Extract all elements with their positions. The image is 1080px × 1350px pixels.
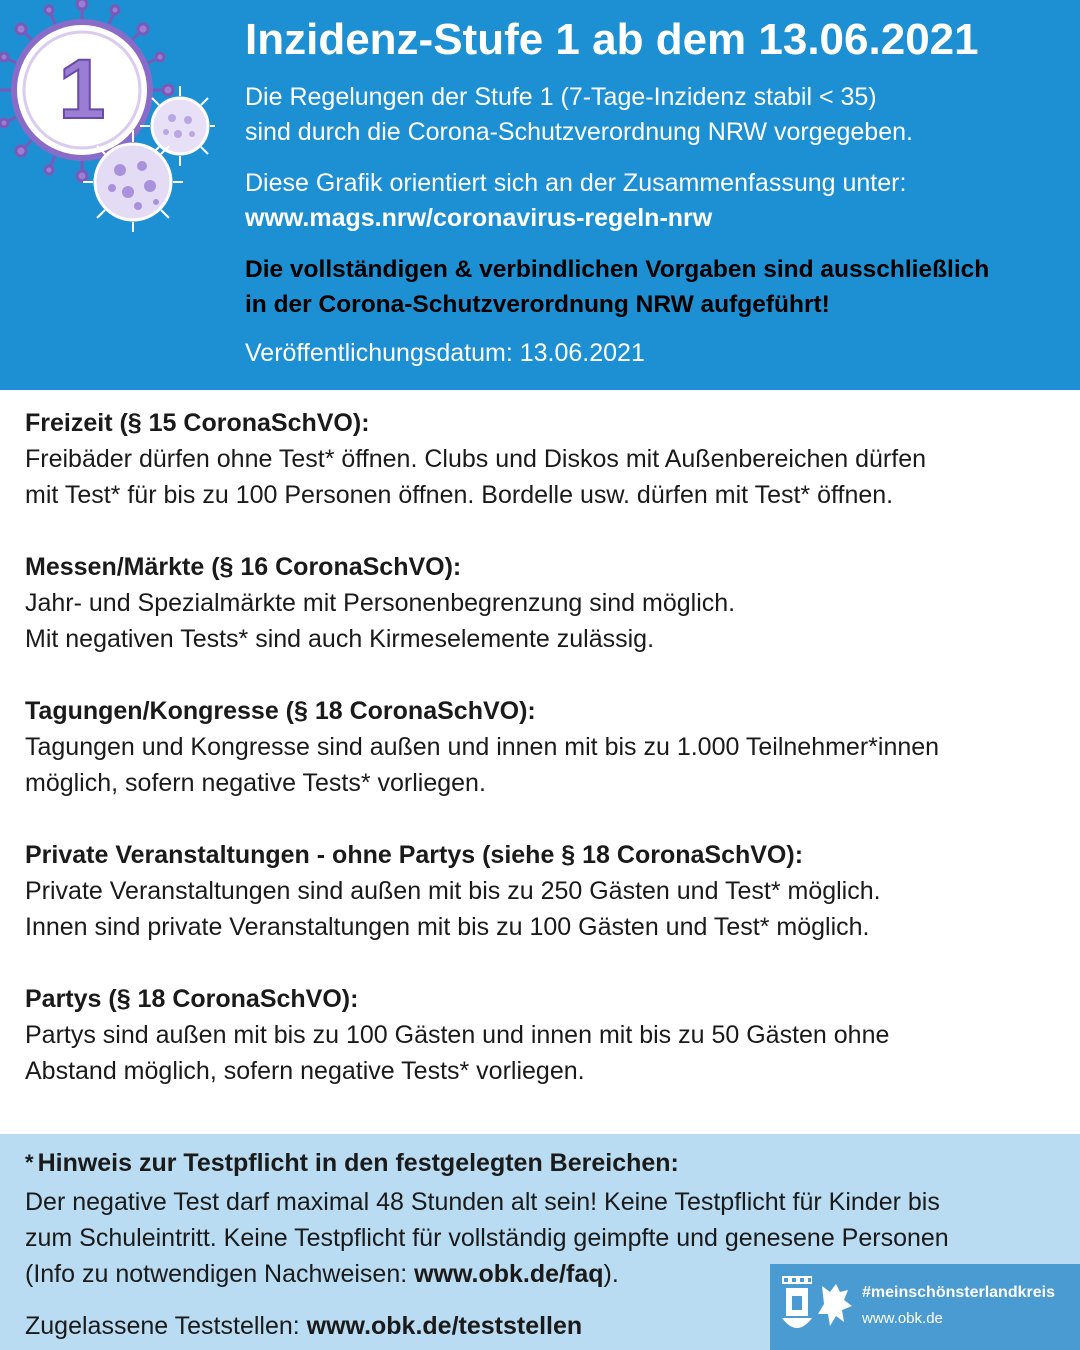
source-text	[245, 166, 1070, 236]
source-link[interactable]: www.mags.nrw/coronavirus-regeln-nrw	[245, 204, 713, 232]
section-heading: Freizeit (§ 15 CoronaSchVO):	[25, 409, 370, 437]
warning-line-1: Die vollständigen & verbindlichen Vorgaben sind ausschließlich	[245, 256, 990, 283]
warning-line-2: in der Corona-Schutzverordnung NRW aufgeführt!	[245, 291, 830, 318]
section-heading: Messen/Märkte (§ 16 CoronaSchVO):	[25, 553, 462, 581]
section-line: Freibäder dürfen ohne Test* öffnen. Clubs und Diskos mit Außenbereichen dürfen	[25, 445, 927, 473]
note-line-3-prefix: (Info zu notwendigen Nachweisen:	[25, 1260, 415, 1288]
section-heading: Private Veranstaltungen - ohne Partys (siehe § 18 CoronaSchVO):	[25, 841, 804, 869]
logo-url[interactable]: www.obk.de	[862, 1310, 943, 1327]
section-line: Jahr- und Spezialmärkte mit Personenbegrenzung sind möglich.	[25, 589, 736, 617]
section-heading: Partys (§ 18 CoronaSchVO):	[25, 985, 359, 1013]
logo-hashtag: #meinschönsterlandkreis	[862, 1284, 1055, 1301]
asterisk-marker: *	[25, 1150, 34, 1175]
intro-text	[245, 80, 1070, 150]
page-title: Inzidenz-Stufe 1 ab dem 13.06.2021	[245, 15, 979, 64]
section-line: Tagungen und Kongresse sind außen und innen mit bis zu 1.000 Teilnehmer*innen	[25, 733, 940, 761]
section-line: Innen sind private Veranstaltungen mit bis zu 100 Gästen und Test* möglich.	[25, 913, 870, 941]
source-label: Diese Grafik orientiert sich an der Zusammenfassung unter:	[245, 169, 907, 197]
section-line: möglich, sofern negative Tests* vorliegen.	[25, 769, 486, 797]
section-line: Mit negativen Tests* sind auch Kirmeselemente zulässig.	[25, 625, 655, 653]
section-line: Abstand möglich, sofern negative Tests* vorliegen.	[25, 1057, 585, 1085]
section-tagungen	[25, 693, 1065, 801]
header-banner	[0, 0, 1080, 390]
warning-text	[245, 252, 1070, 322]
section-private-veranstaltungen	[25, 837, 1065, 945]
note-heading	[25, 1144, 1065, 1182]
note-heading-text: Hinweis zur Testpflicht in den festgelegten Bereichen:	[37, 1149, 679, 1177]
district-crest-icon	[780, 1274, 855, 1340]
publication-date: Veröffentlichungsdatum: 13.06.2021	[245, 339, 645, 367]
test-stations-link[interactable]: www.obk.de/teststellen	[306, 1312, 583, 1340]
note-line-2: zum Schuleintritt. Keine Testpflicht für vollständig geimpfte und genesene Personen	[25, 1224, 949, 1252]
section-freizeit	[25, 405, 1065, 513]
section-line: Partys sind außen mit bis zu 100 Gästen und innen mit bis zu 50 Gästen ohne	[25, 1021, 890, 1049]
badge-number: 1	[58, 42, 106, 136]
section-line: Private Veranstaltungen sind außen mit bis zu 250 Gästen und Test* möglich.	[25, 877, 881, 905]
intro-line-2: sind durch die Corona-Schutzverordnung NRW vorgegeben.	[245, 118, 913, 146]
section-heading: Tagungen/Kongresse (§ 18 CoronaSchVO):	[25, 697, 536, 725]
section-partys	[25, 981, 1065, 1089]
intro-line-1: Die Regelungen der Stufe 1 (7-Tage-Inzidenz stabil < 35)	[245, 83, 877, 111]
faq-link[interactable]: www.obk.de/faq	[414, 1260, 604, 1288]
note-line-3-suffix: ).	[603, 1260, 619, 1288]
test-stations	[25, 1308, 765, 1344]
test-stations-label: Zugelassene Teststellen:	[25, 1312, 307, 1340]
virus-badge-icon	[0, 0, 215, 235]
obk-logo-block	[770, 1264, 1080, 1350]
note-line-1: Der negative Test darf maximal 48 Stunden alt sein! Keine Testpflicht für Kinder bis	[25, 1188, 940, 1216]
section-messen	[25, 549, 1065, 657]
section-line: mit Test* für bis zu 100 Personen öffnen. Bordelle usw. dürfen mit Test* öffnen.	[25, 481, 894, 509]
